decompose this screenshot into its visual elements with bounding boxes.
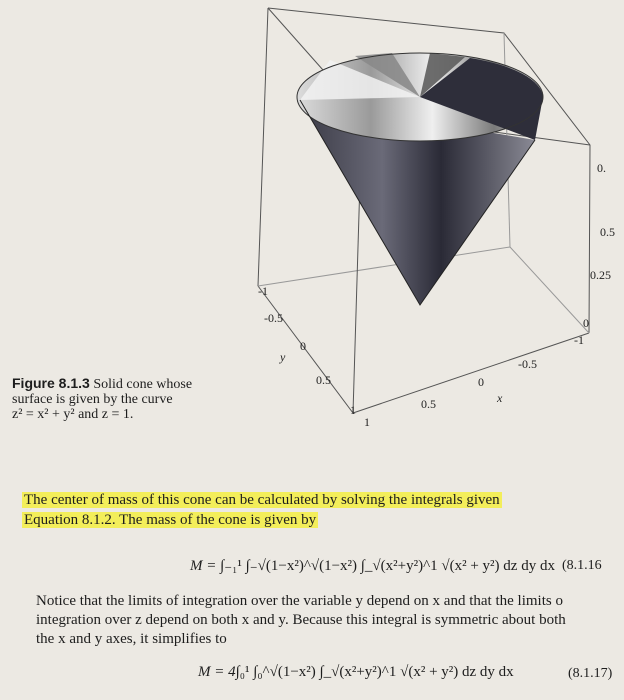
equation-body: ∫₋₁¹ ∫₋√(1−x²)^√(1−x²) ∫_√(x²+y²)^1 √(x² + y²) dz dy dx [220, 558, 555, 574]
x-tick-label: -0.5 [518, 357, 537, 371]
highlighted-line-2: Equation 8.1.2. The mass of the cone is given by [24, 512, 317, 528]
x-axis-label: x [497, 391, 503, 405]
x-tick-label: -1 [574, 333, 584, 347]
caption-text-2: surface is given by the curve [12, 392, 173, 407]
equation-number-8-1-17: (8.1.17) [568, 666, 613, 681]
equation-8-1-17 [198, 664, 514, 681]
z-tick-label: 0. [597, 161, 606, 175]
y-tick-label: 0.5 [316, 373, 331, 387]
paragraph-line-2: integration over z depend on both x and y. Because this integral is symmetric about both [36, 612, 566, 628]
z-axis-ticks [583, 161, 615, 330]
figure-caption [12, 376, 242, 422]
highlighted-line-1: The center of mass of this cone can be calculated by solving the integrals given [24, 492, 500, 508]
z-tick-label: 0.25 [590, 268, 611, 282]
z-tick-label: 0 [583, 316, 589, 330]
equation-lhs: M = 4 [198, 664, 236, 680]
y-tick-label: 1 [350, 403, 356, 417]
cone-surface [297, 53, 543, 305]
x-axis-ticks [364, 333, 584, 429]
x-tick-label: 0 [478, 375, 484, 389]
x-tick-label: 0.5 [421, 397, 436, 411]
figure-label: Figure 8.1.3 [12, 375, 90, 391]
paragraph-line-1: Notice that the limits of integration over the variable y depend on x and that the limits o [36, 593, 563, 609]
caption-text-1: Solid cone whose [93, 377, 193, 392]
y-tick-label: -0.5 [264, 311, 283, 325]
y-tick-label: -1 [258, 284, 268, 298]
paragraph-line-3: the x and y axes, it simplifies to [36, 631, 227, 647]
equation-body: ∫₀¹ ∫₀^√(1−x²) ∫_√(x²+y²)^1 √(x² + y²) dz dy dx [235, 664, 514, 680]
z-tick-label: 0.5 [600, 225, 615, 239]
y-tick-label: 0 [300, 339, 306, 353]
paragraph-symmetry [36, 592, 624, 649]
y-axis-label: y [280, 350, 286, 364]
x-tick-label: 1 [364, 415, 370, 429]
equation-lhs: M = [190, 558, 221, 574]
caption-text-3: z² = x² + y² and z = 1. [12, 407, 134, 422]
paragraph-center-of-mass [22, 490, 624, 530]
equation-8-1-16 [190, 556, 555, 575]
equation-number-8-1-16: (8.1.16 [562, 558, 602, 573]
